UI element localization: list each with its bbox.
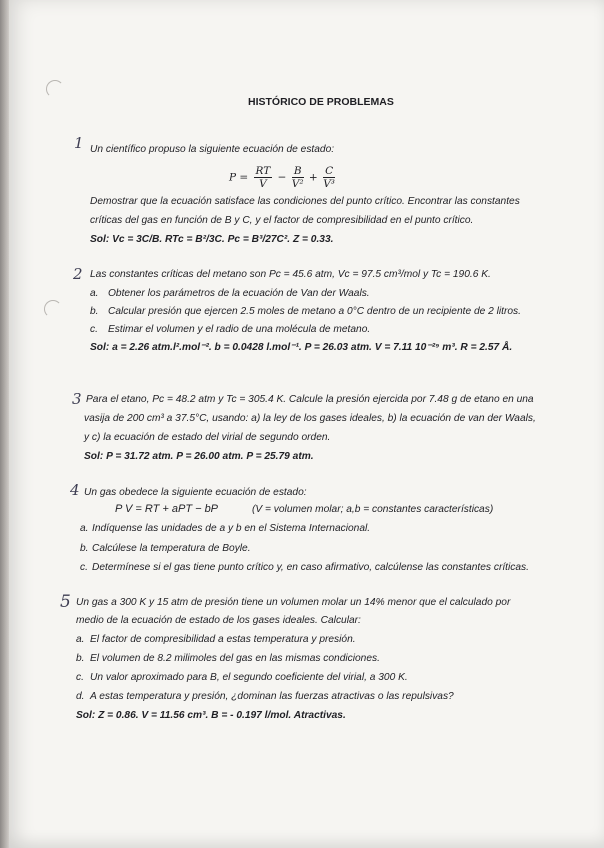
problem-1-line-1: Demostrar que la ecuación satisface las condiciones del punto crítico. Encontrar las constantes	[90, 196, 520, 207]
problem-1-number: 1	[74, 134, 84, 152]
problem-5-item-c-label: c.	[76, 672, 84, 683]
problem-2-item-c-label: c.	[90, 324, 98, 335]
paper-left-edge	[0, 0, 9, 848]
problem-5-number: 5	[60, 592, 71, 612]
problem-4-item-a: Indíquense las unidades de a y b en el Sistema Internacional.	[92, 523, 371, 534]
problem-2-item-c: Estimar el volumen y el radio de una molécula de metano.	[108, 324, 371, 335]
problem-2-item-a-label: a.	[90, 288, 99, 299]
problem-2-number: 2	[73, 265, 83, 283]
problem-3-solution: Sol: P = 31.72 atm. P = 26.00 atm. P = 25.79 atm.	[84, 451, 314, 462]
problem-4-item-a-label: a.	[80, 523, 89, 534]
problem-2-item-b-label: b.	[90, 306, 99, 317]
problem-5-item-c: Un valor aproximado para B, el segundo coeficiente del virial, a 300 K.	[90, 672, 408, 683]
problem-4-item-c: Determínese si el gas tiene punto crítico y, en caso afirmativo, calcúlense las constantes críticas.	[92, 562, 529, 573]
problem-3-line-3: y c) la ecuación de estado del virial de segundo orden.	[84, 432, 331, 443]
problem-4-note: (V = volumen molar; a,b = constantes características)	[252, 504, 494, 515]
problem-2-statement: Las constantes críticas del metano son Pc = 45.6 atm, Vc = 97.5 cm³/mol y Tc = 190.6 K.	[90, 269, 491, 280]
problem-4-item-b-label: b.	[80, 543, 89, 554]
problem-5-item-b-label: b.	[76, 653, 85, 664]
problem-2-solution: Sol: a = 2.26 atm.l².mol⁻². b = 0.0428 l.mol⁻¹. P = 26.03 atm. V = 7.11 10⁻²⁹ m³. R = 2.57 Å.	[90, 342, 513, 353]
problem-5-item-a: El factor de compresibilidad a estas temperatura y presión.	[90, 634, 356, 645]
problem-1-equation: P = $\frac{RT}{V}$ − $\frac{B}{\text{V²}}$ + $\frac{C}{\text{V³}}$	[229, 165, 335, 190]
punch-hole-mark	[44, 300, 62, 318]
problem-1-line-2: críticas del gas en función de B y C, y el factor de compresibilidad en el punto crítico.	[90, 215, 474, 226]
punch-hole-mark	[46, 80, 64, 98]
problem-1-solution: Sol: Vc = 3C/B. RTc = B²/3C. Pc = B³/27C². Z = 0.33.	[90, 234, 334, 245]
problem-1-statement: Un científico propuso la siguiente ecuación de estado:	[90, 144, 335, 155]
problem-3-line-2: vasija de 200 cm³ a 37.5°C, usando: a) la ley de los gases ideales, b) la ecuación de van der Waals,	[84, 413, 536, 424]
problem-2-item-a: Obtener los parámetros de la ecuación de Van der Waals.	[108, 288, 370, 299]
problem-4-item-b: Calcúlese la temperatura de Boyle.	[92, 543, 251, 554]
problem-3-line-1: Para el etano, Pc = 48.2 atm y Tc = 305.4 K. Calcule la presión ejercida por 7.48 g de etano en una	[86, 394, 534, 405]
problem-5-item-d: A estas temperatura y presión, ¿dominan las fuerzas atractivas o las repulsivas?	[90, 691, 454, 702]
problem-5-item-d-label: d.	[76, 691, 85, 702]
problem-4-item-c-label: c.	[80, 562, 88, 573]
problem-5-item-b: El volumen de 8.2 milimoles del gas en las mismas condiciones.	[90, 653, 380, 664]
problem-3-number: 3	[72, 390, 82, 408]
problem-5-line-2: medio de la ecuación de estado de los gases ideales. Calcular:	[76, 615, 361, 626]
problem-4-statement: Un gas obedece la siguiente ecuación de estado:	[84, 487, 307, 498]
problem-2-item-b: Calcular presión que ejercen 2.5 moles de metano a 0°C dentro de un recipiente de 2 litros.	[108, 306, 521, 317]
problem-4-number: 4	[70, 481, 80, 499]
problem-5-item-a-label: a.	[76, 634, 85, 645]
problem-5-solution: Sol: Z = 0.86. V = 11.56 cm³. B = - 0.197 l/mol. Atractivas.	[76, 710, 346, 721]
problem-4-equation: P V = RT + aPT − bP	[115, 503, 219, 515]
problem-5-line-1: Un gas a 300 K y 15 atm de presión tiene un volumen molar un 14% menor que el calculado por	[76, 597, 511, 608]
page-title: HISTÓRICO DE PROBLEMAS	[248, 96, 394, 108]
